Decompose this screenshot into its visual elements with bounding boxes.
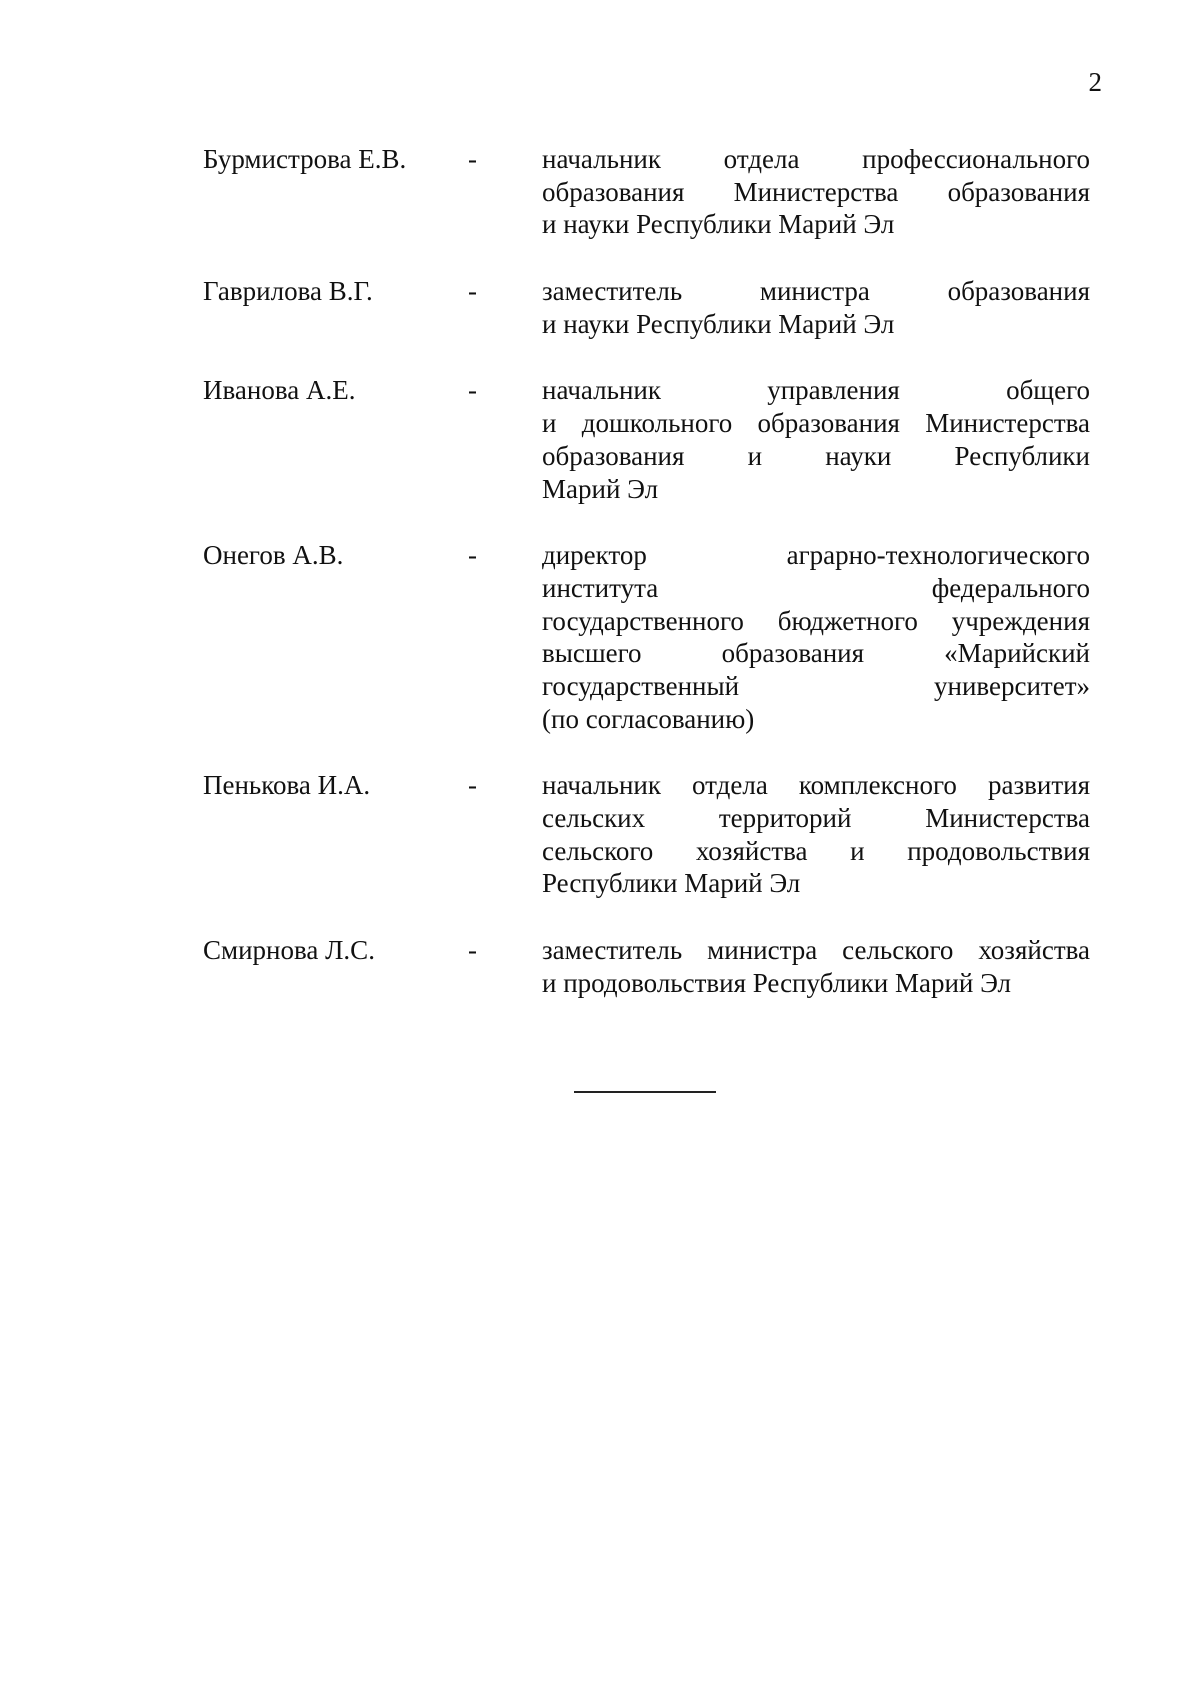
page-number: 2 (1088, 67, 1102, 97)
list-item (203, 374, 1095, 505)
members-list (203, 143, 1095, 1033)
position-line: Республики Марий Эл (542, 868, 801, 899)
member-position (542, 934, 1090, 999)
position-line: и науки Республики Марий Эл (542, 209, 895, 240)
list-item (203, 769, 1095, 900)
member-position (542, 769, 1090, 900)
position-line: института федерального (542, 572, 1090, 603)
dash-separator: - (468, 770, 477, 801)
position-line: начальник управления общего (542, 375, 1090, 406)
dash-separator: - (468, 935, 477, 966)
member-name: Онегов А.В. (203, 540, 344, 571)
member-name: Иванова А.Е. (203, 375, 356, 406)
member-name: Смирнова Л.С. (203, 935, 375, 966)
position-line: Марий Эл (542, 473, 659, 504)
member-name: Пенькова И.А. (203, 770, 371, 801)
closing-divider (574, 1091, 716, 1093)
position-line: заместитель министра сельского хозяйства (542, 935, 1090, 966)
position-line: образования Министерства образования (542, 176, 1090, 207)
position-line: государственный университет» (542, 670, 1090, 701)
list-item (203, 275, 1095, 340)
position-line: государственного бюджетного учреждения (542, 605, 1090, 636)
dash-separator: - (468, 540, 477, 571)
position-line: высшего образования «Марийский (542, 638, 1090, 669)
position-line: и дошкольного образования Министерства (542, 408, 1090, 439)
position-line: начальник отдела комплексного развития (542, 770, 1090, 801)
dash-separator: - (468, 375, 477, 406)
position-line: директор аграрно-технологического (542, 540, 1090, 571)
dash-separator: - (468, 276, 477, 307)
position-line: и продовольствия Республики Марий Эл (542, 967, 1012, 998)
position-line: заместитель министра образования (542, 276, 1090, 307)
list-item (203, 539, 1095, 735)
position-line: образования и науки Республики (542, 440, 1090, 471)
position-line: начальник отдела профессионального (542, 144, 1090, 174)
member-position (542, 143, 1090, 241)
position-line: (по согласованию) (542, 703, 755, 734)
member-position (542, 539, 1090, 735)
dash-separator: - (468, 144, 477, 174)
position-line: сельского хозяйства и продовольствия (542, 835, 1090, 866)
member-name: Бурмистрова Е.В. (203, 144, 407, 174)
list-item (203, 143, 1095, 241)
list-item (203, 934, 1095, 999)
position-line: и науки Республики Марий Эл (542, 308, 895, 339)
member-name: Гаврилова В.Г. (203, 276, 373, 307)
position-line: сельских территорий Министерства (542, 803, 1090, 833)
member-position (542, 374, 1090, 505)
member-position (542, 275, 1090, 340)
